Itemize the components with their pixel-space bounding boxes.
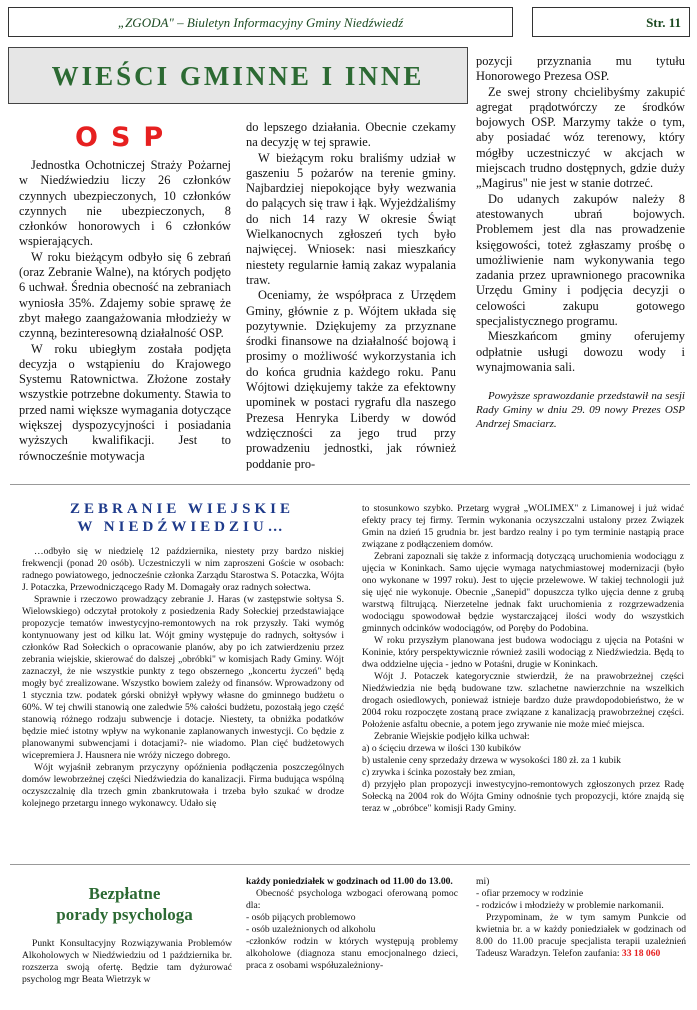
osp-paragraph: Mieszkańcom gminy oferujemy odpłatnie usługi dowozu wody i wynajmowania sali. <box>476 329 685 374</box>
zebranie-paragraph: to stosunkowo szybko. Przetarg wygrał „WOLIMEX" z Limanowej i już widać efekty pracy tej firmy. Termin wykonania oczyszczalni ustalony przez Związek Gmin na dzień 15 grudnia br. jest bardzo realny i po tym terminie nastąpią prace związane z podłączeniem domów. <box>362 503 684 550</box>
osp-column-1 <box>19 158 231 464</box>
osp-paragraph: W roku ubiegłym została podjęta decyzja o wstąpieniu do Krajowego Systemu Ratownictwa. Złożone zostały wszystkie potrzebne dokumenty. Stawia to przed nami większe wymagania dotyczące większej dyspozycyjności i posiadania wyższych kwalifikacji. Jest to równocześnie motywacja <box>19 341 231 463</box>
resolutions-list <box>362 743 684 815</box>
header-title-box <box>8 7 513 37</box>
psycholog-list-item: - osób uzależnionych od alkoholu <box>246 924 376 935</box>
psycholog-list-item: mi) <box>476 876 490 887</box>
section-divider <box>10 864 690 865</box>
resolution-item: c) zrywka i ścinka pozostały bez zmian, <box>362 767 516 778</box>
osp-heading: OSP <box>75 122 177 153</box>
psycholog-list-item: - ofiar przemocy w rodzinie <box>476 888 584 899</box>
psycholog-paragraph <box>476 912 686 960</box>
zebranie-column-left <box>22 546 344 810</box>
psycholog-column-2 <box>246 876 458 972</box>
psycholog-paragraph: Punkt Konsultacyjny Rozwiązywania Problemów Alkoholowych w Niedźwiedziu od 1 października br. rozszerza swoją ofertę. Będzie tam dyżurować psycholog mgr Beata Wietrzyk w <box>22 938 232 985</box>
zebranie-paragraph: Sprawnie i rzeczowo prowadzący zebranie J. Haras (w zastępstwie sołtysa S. Wielowskiego) odczytał protokoły z posiedzenia Rady Sołeckiej przedstawiające propozycje tematów inwestycyjno-remontowych na rok przyszły. Taki wymóg kontynuowany jest od kilku lat. Wójt gminy występuje do radnych, sołtysów i członków Rad Sołeckich o opracowanie planów, aby po ich zatwierdzeniu przez zebrania wiejskie, skierować do dalszej „obróbki" w komisjach Rady Gminy. Wójt zaznaczył, że nie wszystkie punkty z tego obszernego „koncertu życzeń" będą mogły być zrealizowane. Wszystko bowiem zależy od finansów. Wprowadzony od 1 stycznia tzw. podatek górski obniżył wpływy własne do gminnego budżetu o 60%. W tej chwili stanowią one zaledwie 5% całości budżetu, pozostałą jego część stanowią różnego rodzaju subwencje i dotacje. Niestety, ta obniżka podatków będzie mieć istotny wpływ na wykonanie zaplanowanych inwestycji. Co będzie z planowanymi subwencjami i dotacjami?- nie wiadomo. Plan cięć budżetowych wicepremiera J. Hausnera nie wróży niczego dobrego. <box>22 594 344 761</box>
osp-paragraph: W roku bieżącym odbyło się 6 zebrań (oraz Zebranie Walne), na których podjęto 6 uchwał. Średnia obecność na zebraniach wyniosła 35%. Zdajemy sobie sprawę że zbyt małego zaangażowania młodzieży w czynną, bezinteresowną działalność OSP. <box>19 249 231 341</box>
osp-paragraph: Ze swej strony chcielibyśmy zakupić agregat prądotwórczy ze środków bojowych OSP. Marzymy także o tym, aby posiadać wóz terenowy, który mógłby uczestniczyć w akcjach w miejscach trudno dostępnych, gdzie duży „Magirus" nie jest w stanie dotrzeć. <box>476 84 685 191</box>
header-title: „ZGODA" – Biuletyn Informacyjny Gminy Niedźwiedź <box>117 15 404 30</box>
osp-paragraph: Oceniamy, że współpraca z Urzędem Gminy, głównie z p. Wójtem układa się pozytywnie. Dziękujemy za przyznane środki finansowe na działalność bojową i prosimy o możliwość wykorzystania ich do końca grudnia każdego roku. Panu Wójtowi dziękujemy także za efektowny upominek w postaci rygrafu dla naszego Prezesa Henryka Liberdy w dowód wdzięczności za jego trud przy prowadzeniu jednostki, jak również poddanie pro- <box>246 288 456 471</box>
osp-paragraph: do lepszego działania. Obecnie czekamy na decyzję w tej sprawie. <box>246 120 456 150</box>
section-banner <box>8 47 468 104</box>
resolution-item: a) o ścięciu drzewa w ilości 130 kubików <box>362 743 522 754</box>
zebranie-paragraph: W roku przyszłym planowana jest budowa wodociągu z ujęcia na Potaśni w Koninie, który perspektywicznie również zasili wodociąg z Niedźwiedzia. Będą to dwa oddzielne ujęcia - jedno w Potaśni, drugie w Koninkach. <box>362 635 684 670</box>
zebranie-paragraph: Wójt wyjaśnił zebranym przyczyny opóźnienia podłączenia poszczególnych domów lewobrzeżnej części Niedźwiedzia do kanalizacji. Firma budująca wspólną oczyszczalnię dla trzech gmin zbankrutowała i trzeba było szukać w drodze kolejnego przetargu innego wykonawcy. Udało się <box>22 762 344 809</box>
resolution-item: b) ustalenie ceny sprzedaży drzewa w wysokości 180 zł. za 1 kubik <box>362 755 621 766</box>
psycholog-hours: każdy poniedziałek w godzinach od 11.00 do 13.00. <box>246 876 453 887</box>
psycholog-list-item: -członków rodzin w których występują problemy alkoholowe (diagnoza stanu emocjonalnego dzieci, praca z osobami współuzależniony- <box>246 936 458 971</box>
osp-column-2 <box>246 120 456 472</box>
resolution-item: d) przyjęło plan propozycji inwestycyjno-remontowych zgłoszonych przez Radę Sołecką na 2004 rok do Wójta Gminy odnośnie tych propozycji, które znajdą się teraz w „obróbce" komisji Rady Gminy. <box>362 779 684 814</box>
osp-paragraph: Do udanych zakupów należy 8 atestowanych ubrań bojowych. Problemem jest dla nas prowadzenie księgowości, toteż zgłaszamy prośbę o umożliwienie nam wykonywania tego zadania przez uprawnionego pracownika Urzędu Gminy i podjęcia decyzji o celowości zakupu gotowego specjalistycznego programu. <box>476 191 685 329</box>
osp-paragraph: W bieżącym roku braliśmy udział w gaszeniu 5 pożarów na terenie gminy. Najbardziej niepokojące były wezwania do palących się traw i łąk. Wyjeżdżaliśmy do nich 14 razy W okresie Świąt Wielkanocnych zgłoszeń tych było najwięcej. Wniosek: nasi mieszkańcy niestety regularnie łamią zakaz wypalania traw. <box>246 150 456 287</box>
psycholog-heading-line2: porady psychologa <box>56 905 193 924</box>
zebranie-heading <box>22 500 342 536</box>
phone-number: 33 18 060 <box>621 948 661 959</box>
zebranie-paragraph: …odbyło się w niedzielę 12 października, niestety przy bardzo niskiej frekwencji (ponad 20 osób). Uczestniczyli w nim zaproszeni Goście w osobach: radnego powiatowego, jednocześnie członka Zarządu Starostwa S. Potaczka, Wójta J. Potaczka, Przewodniczącego Rady M. Domagały oraz radnych sołectwa. <box>22 546 344 593</box>
zebranie-heading-line1: ZEBRANIE WIEJSKIE <box>69 501 295 517</box>
zebranie-paragraph: Wójt J. Potaczek kategorycznie stwierdził, że na prawobrzeżnej części Niedźwiedzia nie będą budowane tzw. szlachetne nawierzchnie na wszelkich drogach osiedlowych, ponieważ istnieje bardzo duże prawdopodobieństwo, że w 2004 roku rozpoczęte zostaną prace związane z kanalizacją prawobrzeżnej części. Położenie asfaltu obecnie, a potem jego zrywanie nie może mieć miejsca. <box>362 671 684 730</box>
psycholog-column-1 <box>22 938 232 986</box>
page-number-box <box>532 7 690 37</box>
osp-paragraph: Jednostka Ochotniczej Straży Pożarnej w Niedźwiedziu liczy 26 członków czynnych ubezpieczonych, 10 członków czynnych nie ubezpieczonych, 8 członków honorowych i 6 członków wspierających. <box>19 158 231 249</box>
banner-title: WIEŚCI GMINNE I INNE <box>51 61 425 91</box>
zebranie-heading-line2: W NIEDŹWIEDZIU… <box>77 519 287 535</box>
section-divider <box>10 484 690 485</box>
psycholog-list-item: - osób pijących problemowo <box>246 912 356 923</box>
psycholog-list-item: - rodziców i młodzieży w problemie narkomanii. <box>476 900 664 911</box>
osp-paragraph: pozycji przyznania mu tytułu Honorowego Prezesa OSP. <box>476 54 685 84</box>
zebranie-paragraph: Zebrani zapoznali się także z informacją dotyczącą uruchomienia wodociągu z ujęcia w Koninkach. Samo ujęcie wymaga natychmiastowej modernizacji (było ono wykonane w 1997 roku). Jest to ujęcie przelewowe. W takiej technologii już się ujęć nie wykonuje. Obecnie „Sanepid" dopuszcza tylko ujęcia denne z grubą warstwą filtrującą. Nierzetelne jednak fakt uruchomienia z rozgrzewadzenia wodociągu spowodował będzie wystarczającej ilości wody do wszystkich gminnych odcinków wodociągów, od Poręby do Podobina. <box>362 551 684 634</box>
psycholog-paragraph: Obecność psychologa wzbogaci oferowaną pomoc dla: <box>246 888 458 911</box>
psycholog-column-3 <box>476 876 686 960</box>
psycholog-heading <box>22 883 227 925</box>
osp-column-3 <box>476 54 685 431</box>
page-number: Str. 11 <box>646 15 681 30</box>
osp-signature: Powyższe sprawozdanie przedstawił na sesji Rady Gminy w dniu 29. 09 nowy Prezes OSP Andrzej Smaciarz. <box>476 390 685 431</box>
psycholog-heading-line1: Bezpłatne <box>88 884 161 903</box>
zebranie-paragraph: Zebranie Wiejskie podjęło kilka uchwał: <box>374 731 530 742</box>
zebranie-column-right <box>362 503 684 815</box>
psycholog-reminder: Przypominam, że w tym samym Punkcie od kwietnia br. a w każdy poniedziałek w godzinach od 8.00 do 11.00 pracuje specjalista terapii uzależnień Tadeusz Waradzyn. Telefon zaufania: <box>476 912 686 959</box>
